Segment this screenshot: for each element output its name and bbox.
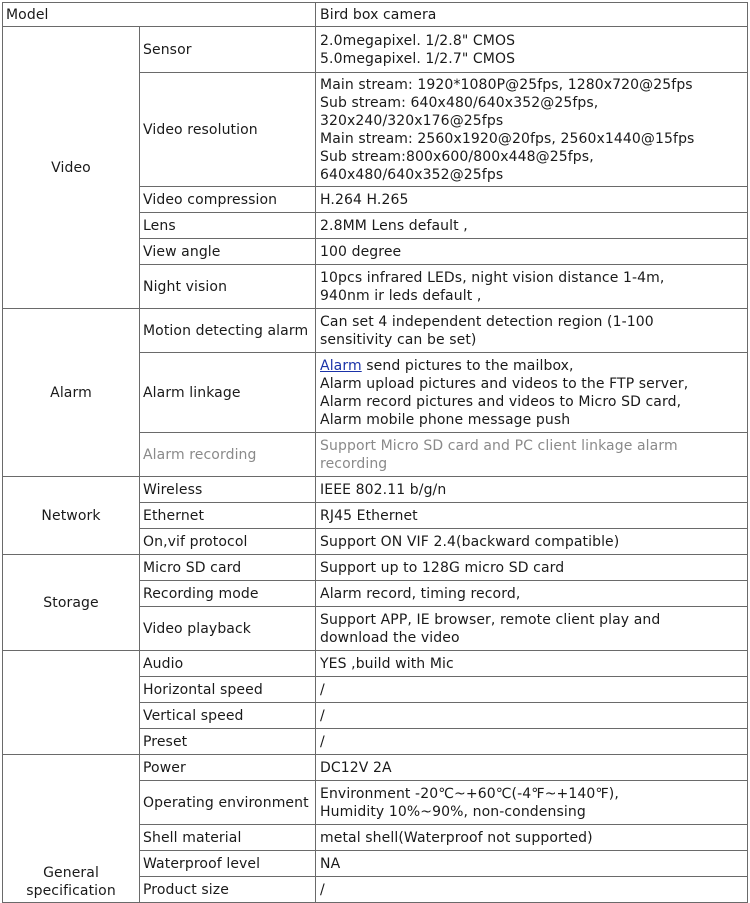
alarm-recording-value: Support Micro SD card and PC client linkage alarm recording xyxy=(316,433,748,477)
product-size-label: Product size xyxy=(140,877,316,903)
audio-value: YES ,build with Mic xyxy=(316,651,748,677)
preset-value: / xyxy=(316,729,748,755)
micro-sd-value: Support up to 128G micro SD card xyxy=(316,555,748,581)
sensor-value: 2.0megapixel. 1/2.8" CMOS 5.0megapixel. 1/2.7" CMOS xyxy=(316,27,748,73)
model-label: Model xyxy=(3,3,316,27)
onvif-value: Support ON VIF 2.4(backward compatible) xyxy=(316,529,748,555)
view-angle-value: 100 degree xyxy=(316,239,748,265)
group-video: Video xyxy=(3,27,140,309)
micro-sd-label: Micro SD card xyxy=(140,555,316,581)
recording-mode-value: Alarm record, timing record, xyxy=(316,581,748,607)
power-label: Power xyxy=(140,755,316,781)
shell-material-label: Shell material xyxy=(140,825,316,851)
model-value: Bird box camera xyxy=(316,3,748,27)
vertical-speed-label: Vertical speed xyxy=(140,703,316,729)
onvif-label: On,vif protocol xyxy=(140,529,316,555)
video-compression-value: H.264 H.265 xyxy=(316,187,748,213)
waterproof-level-value: NA xyxy=(316,851,748,877)
video-compression-label: Video compression xyxy=(140,187,316,213)
preset-label: Preset xyxy=(140,729,316,755)
video-playback-label: Video playback xyxy=(140,607,316,651)
shell-material-value: metal shell(Waterproof not supported) xyxy=(316,825,748,851)
video-playback-value: Support APP, IE browser, remote client play and download the video xyxy=(316,607,748,651)
table-row xyxy=(3,555,748,581)
group-network: Network xyxy=(3,477,140,555)
view-angle-label: View angle xyxy=(140,239,316,265)
wireless-label: Wireless xyxy=(140,477,316,503)
sensor-label: Sensor xyxy=(140,27,316,73)
model-row xyxy=(3,3,748,27)
group-storage: Storage xyxy=(3,555,140,651)
ethernet-value: RJ45 Ethernet xyxy=(316,503,748,529)
wireless-value: IEEE 802.11 b/g/n xyxy=(316,477,748,503)
alarm-linkage-text: send pictures to the mailbox, Alarm upload pictures and videos to the FTP server, Alarm record pictures and videos to Micro SD card, Alarm mobile phone message push xyxy=(320,357,689,428)
ethernet-label: Ethernet xyxy=(140,503,316,529)
table-row xyxy=(3,651,748,677)
video-resolution-label: Video resolution xyxy=(140,73,316,187)
group-unlabeled xyxy=(3,651,140,755)
recording-mode-label: Recording mode xyxy=(140,581,316,607)
power-value: DC12V 2A xyxy=(316,755,748,781)
motion-alarm-label: Motion detecting alarm xyxy=(140,309,316,353)
video-resolution-value: Main stream: 1920*1080P@25fps, 1280x720@25fps Sub stream: 640x480/640x352@25fps, 320x240/320x176@25fps Main stream: 2560x1920@20fps, 2560x1440@15fps Sub stream:800x600/800x448@25fps, 640x480/640x352@25fps xyxy=(316,73,748,187)
group-general: General specification xyxy=(3,755,140,903)
table-row xyxy=(3,755,748,781)
operating-environment-label: Operating environment xyxy=(140,781,316,825)
table-row xyxy=(3,27,748,73)
audio-label: Audio xyxy=(140,651,316,677)
night-vision-value: 10pcs infrared LEDs, night vision distance 1-4m, 940nm ir leds default , xyxy=(316,265,748,309)
alarm-linkage-value xyxy=(316,353,748,433)
table-row xyxy=(3,309,748,353)
motion-alarm-value: Can set 4 independent detection region (1-100 sensitivity can be set) xyxy=(316,309,748,353)
alarm-recording-label: Alarm recording xyxy=(140,433,316,477)
horizontal-speed-value: / xyxy=(316,677,748,703)
operating-environment-value: Environment -20℃~+60℃(-4℉~+140℉), Humidity 10%~90%, non-condensing xyxy=(316,781,748,825)
horizontal-speed-label: Horizontal speed xyxy=(140,677,316,703)
lens-label: Lens xyxy=(140,213,316,239)
table-row xyxy=(3,477,748,503)
night-vision-label: Night vision xyxy=(140,265,316,309)
vertical-speed-value: / xyxy=(316,703,748,729)
lens-value: 2.8MM Lens default , xyxy=(316,213,748,239)
spec-table xyxy=(2,2,748,903)
product-size-value: / xyxy=(316,877,748,903)
group-alarm: Alarm xyxy=(3,309,140,477)
alarm-linkage-label: Alarm linkage xyxy=(140,353,316,433)
alarm-link[interactable]: Alarm xyxy=(320,357,362,374)
waterproof-level-label: Waterproof level xyxy=(140,851,316,877)
